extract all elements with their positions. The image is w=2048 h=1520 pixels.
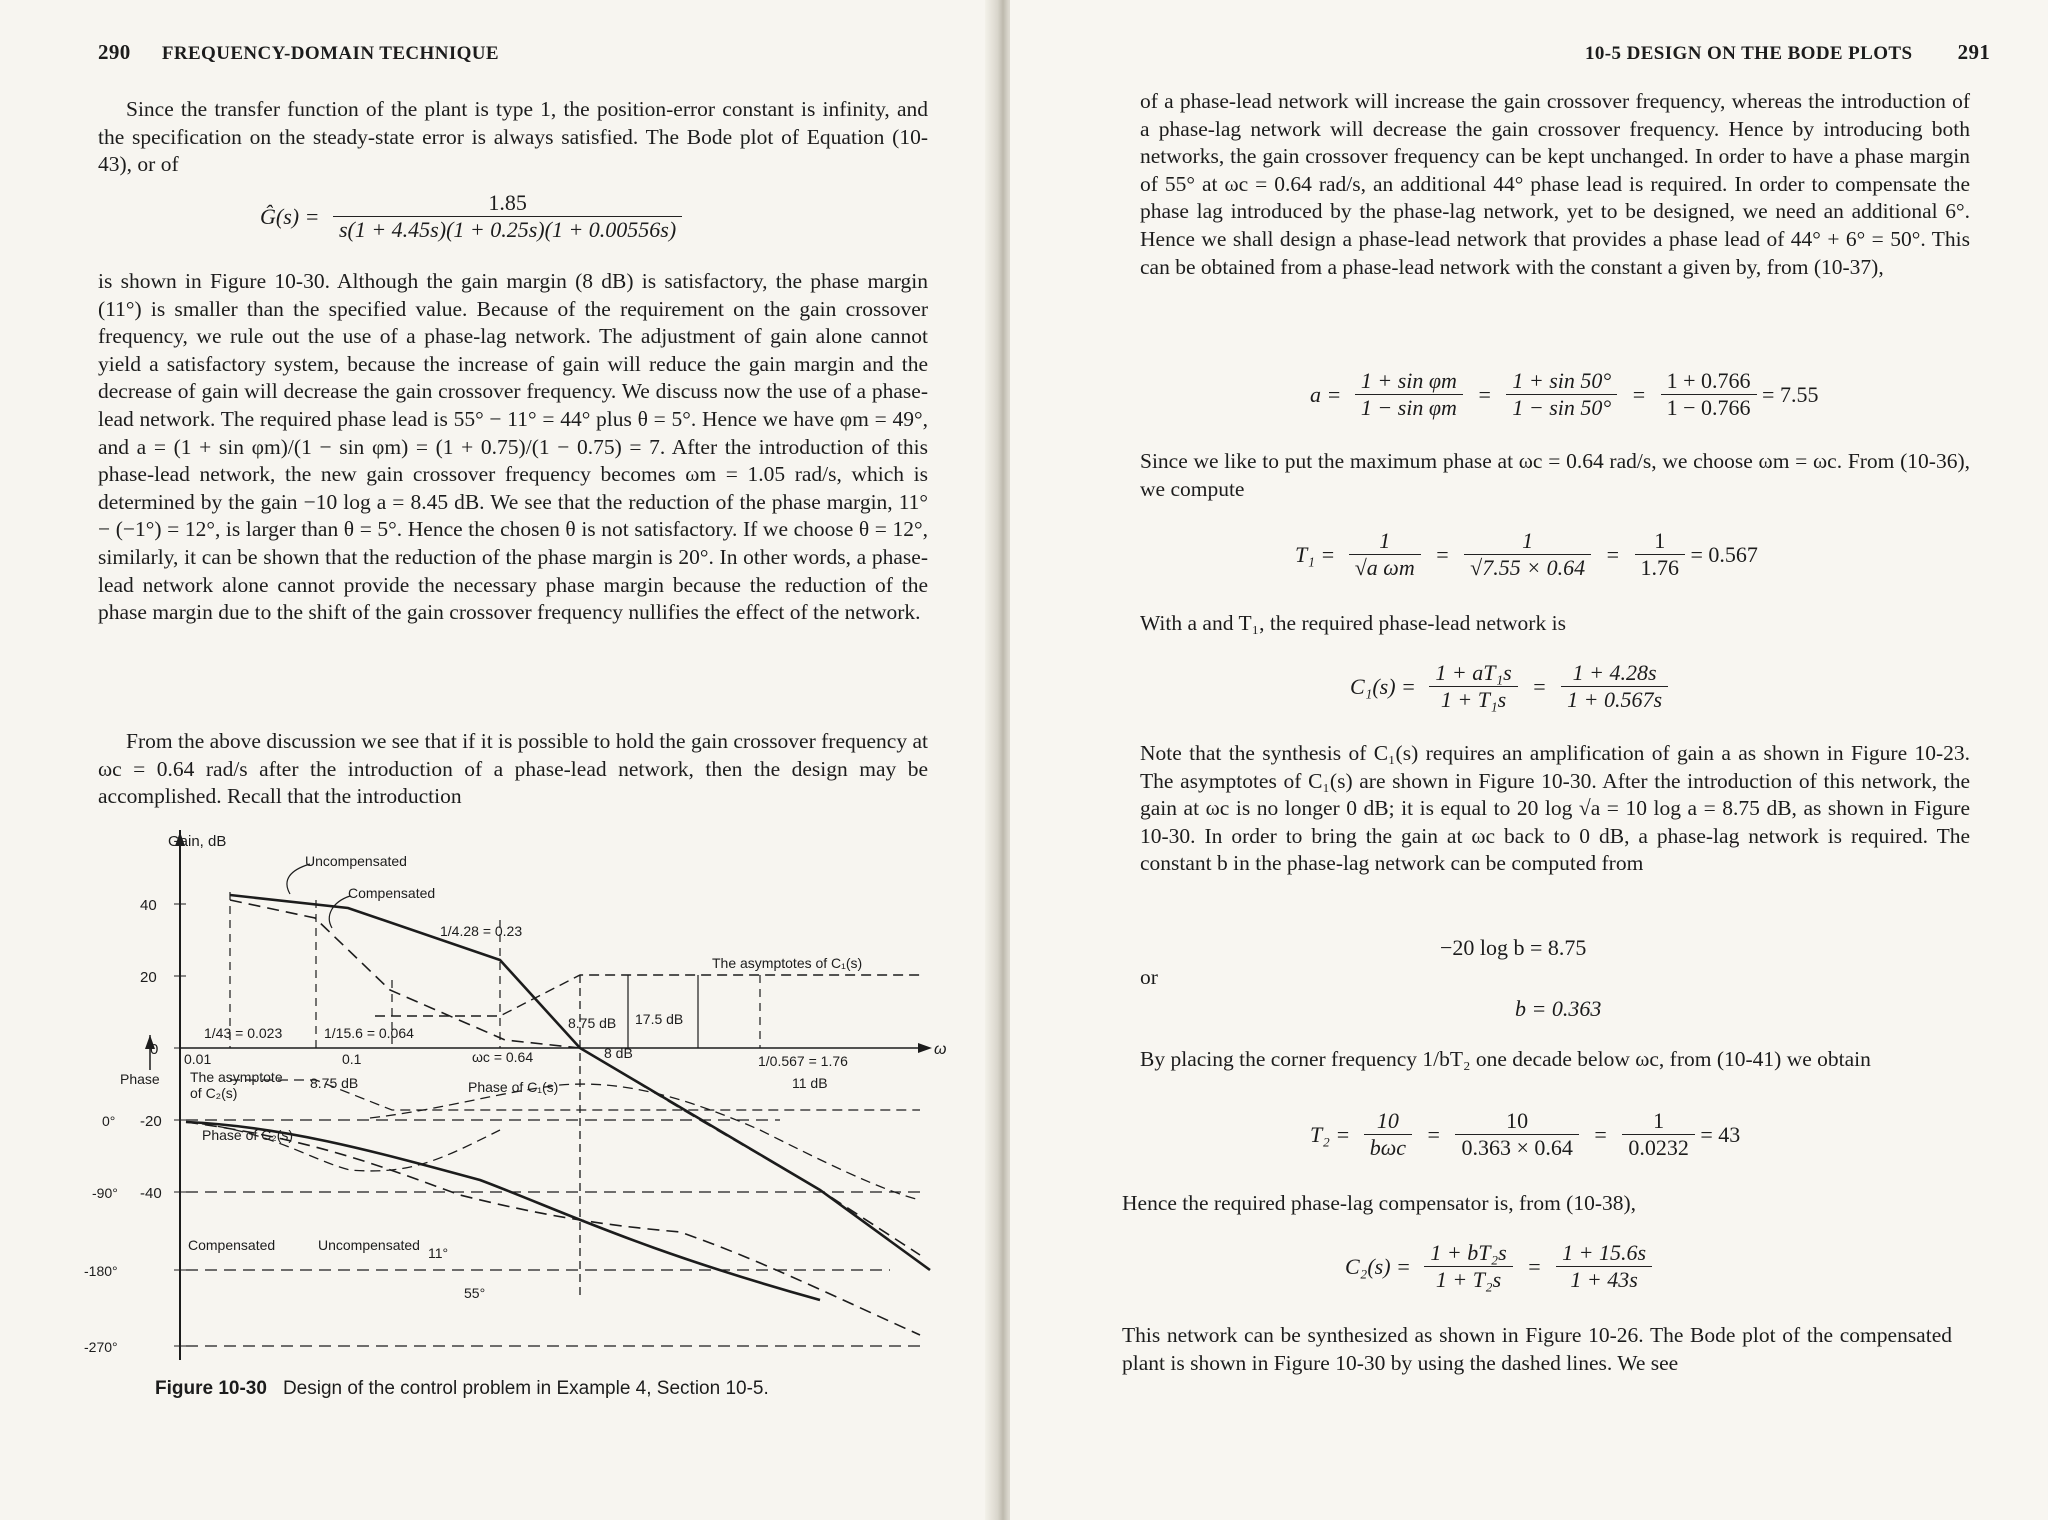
equation-c1-frac1: $\frac{\text{1 + aT₁s}}{\text{1 + T₁s}}$ (1429, 660, 1517, 713)
left-paragraph-3: From the above discussion we see that if it is possible to hold the gain crossover frequency at ωc = 0.64 rad/s after the introduction of a phase-lead network, then the design may be accomplished. Recall that the introduction (98, 729, 928, 809)
equation-b2: b = 0.363 (1515, 996, 1602, 1021)
right-paragraph-4: Note that the synthesis of C₁(s) requires an amplification of gain a as shown in Figure 10-23. The asymptotes of C₁(s) are shown in Figure 10-30. After the introduction of this network, the gain at ωc is no longer 0 dB; it is equal to 20 log √a = 10 log a = 8.75 dB, as shown in Figure 10-30. In order to bring the gain at ωc back to 0 dB, a phase-lag network is required. The constant b in the phase-lag network can be computed from (1140, 741, 1970, 876)
equation-t1-frac1: $\frac{1}{\text{√a ωm}}$ (1349, 528, 1421, 581)
omega-label: ω (934, 1041, 947, 1058)
label-uncompensated: Uncompensated (305, 853, 407, 869)
right-paragraph-5: By placing the corner frequency 1/bT₂ one decade below ωc, from (10-41) we obtain (1140, 1047, 1871, 1071)
left-running-head (98, 40, 499, 65)
bode-plot-figure (84, 830, 960, 1370)
equation-t1-result: = 0.567 (1690, 541, 1758, 567)
equation-t2-lhs: T₂ = (1310, 1121, 1351, 1147)
equation-g-fraction (333, 190, 682, 243)
right-paragraph-3: With a and T₁, the required phase-lead network is (1140, 611, 1566, 635)
equation-t2-frac2: $\frac{10}{0.363 \times 0.64}$ (1455, 1108, 1578, 1161)
compensated-phase-curve (186, 1122, 920, 1335)
equation-g-numerator: 1.85 (333, 190, 682, 217)
label-55deg: 55° (464, 1285, 486, 1301)
equation-t1-frac3: $\frac{1}{1.76}$ (1635, 528, 1686, 581)
equation-c1-lhs: C₁(s) = (1350, 673, 1416, 699)
equation-a-frac3: $\frac{1 + 0.766}{1 - 0.766}$ (1661, 368, 1757, 421)
label-corner-lag2: 1/15.6 = 0.064 (324, 1025, 414, 1041)
equation-a-frac2: $\frac{1 + \sin 50^\circ}{1 - \sin 50^\circ}$ (1506, 368, 1617, 421)
left-paragraph-1: Since the transfer function of the plant is type 1, the position-error constant is infinity, and the specification on the steady-state error is always satisfied. The Bode plot of Equation (10-43), or of (98, 97, 928, 177)
tick-minus40: -40 (140, 1185, 162, 1202)
equation-c2-frac2: $\frac{1 + 15.6s}{1 + 43s}$ (1556, 1240, 1652, 1293)
label-11db: 11 dB (792, 1075, 828, 1091)
label-875db-b: 8.75 dB (310, 1075, 359, 1091)
label-compensated-phase: Compensated (188, 1237, 276, 1253)
figure-caption-number: Figure 10-30 (155, 1378, 267, 1399)
right-running-head (1585, 40, 1990, 65)
equation-t2-frac1: $\frac{10}{\text{bωc}}$ (1364, 1108, 1412, 1161)
equation-g-label: Ĝ(s) = (260, 203, 320, 229)
label-corner-176: 1/0.567 = 1.76 (758, 1053, 848, 1069)
text-or: or (1140, 965, 1158, 989)
label-01: 0.1 (342, 1051, 362, 1067)
label-asym-c1: The asymptotes of C₁(s) (712, 955, 863, 971)
leader-comp (329, 896, 350, 928)
left-page (0, 0, 1000, 1520)
right-paragraph-1: of a phase-lead network will increase the gain crossover frequency, whereas the introduction of a phase-lag network will decrease the gain crossover frequency. Hence by introducing both networks, the gain crossover frequency can be kept unchanged. In order to have a phase margin of 55° at ωc = 0.64 rad/s, an additional 44° phase lead is required. In order to compensate the phase lag introduced by the phase-lag network, yet to be designed, we need an additional 6°. Hence we shall design a phase-lead network that provides a phase lead of 44° + 6° = 50°. This can be obtained from a phase-lead network with the constant a given by, from (10-37), (1140, 89, 1970, 279)
equation-c1-frac2: $\frac{1 + 4.28s}{1 + 0.567s}$ (1561, 660, 1668, 713)
right-page (1010, 0, 2048, 1520)
equation-t2: T₂ = $\frac{10}{\text{bωc}}$ = $\frac{10}{0.363 \times 0.64}$ = $\frac{1}{0.0232}$ = 43 (1310, 1108, 1741, 1160)
phase-ticks (84, 1113, 186, 1355)
label-175db: 17.5 dB (635, 1011, 684, 1027)
c1-asymptote (375, 975, 920, 1016)
left-paragraph-2: is shown in Figure 10-30. Although the gain margin (8 dB) is satisfactory, the phase margin (11°) is smaller than the specified value. Because of the requirement on the gain crossover frequency, we rule out the use of a phase-lag network. The adjustment of gain alone cannot yield a satisfactory system, because the increase of gain will reduce the gain margin and the decrease of gain will decrease the gain crossover frequency. We discuss now the use of a phase-lead network. The required phase lead is 55° − 11° = 44° plus θ = 5°. Hence we have φm = 49°, and a = (1 + sin φm)/(1 − sin φm) = (1 + 0.75)/(1 − 0.75) = 7. After the introduction of this phase-lead network, the new gain crossover frequency becomes ωm = 1.05 rad/s, which is determined by the gain −10 log a = 8.45 dB. We see that the reduction of the phase margin, 11° − (−1°) = 12°, is larger than θ = 5°. Hence the chosen θ is not satisfactory. If we choose θ = 12°, similarly, it can be shown that the reduction of the phase margin is 20°. In other words, a phase-lead network alone cannot provide the necessary phase margin because the reduction of the phase margin due to the shift of the gain crossover frequency nullifies the effect of the network. (98, 269, 928, 625)
equation-b1: −20 log b = 8.75 (1440, 935, 1587, 960)
equation-g-denominator: s(1 + 4.45s)(1 + 0.25s)(1 + 0.00556s) (338, 217, 677, 242)
right-paragraph-2: Since we like to put the maximum phase at ωc = 0.64 rad/s, we choose ωm = ωc. From (10-36), we compute (1140, 449, 1970, 501)
right-running-title: 10-5 DESIGN ON THE BODE PLOTS (1585, 43, 1913, 64)
equation-t1: T₁ = $\frac{1}{\text{√a ωm}}$ = $\frac{1}{√7.55 \times 0.64}$ = $\frac{1}{1.76}$ = 0.567 (1295, 528, 1758, 580)
label-phase-c2: Phase of C₂(s) (202, 1127, 294, 1143)
figure-caption (155, 1378, 769, 1400)
figure-caption-text: Design of the control problem in Example 4, Section 10-5. (282, 1378, 769, 1399)
label-wc: ωc = 0.64 (472, 1049, 534, 1065)
right-paragraph-6: Hence the required phase-lag compensator is, from (10-38), (1122, 1191, 1637, 1215)
label-asym-c2-1: The asymptote (190, 1069, 283, 1085)
tick-180deg: -180° (84, 1263, 118, 1279)
equation-t2-frac3: $\frac{1}{0.0232}$ (1622, 1108, 1695, 1161)
tick-0: 0 (150, 1041, 159, 1058)
equation-c2-frac1: $\frac{\text{1 + bT₂s}}{\text{1 + T₂s}}$ (1424, 1240, 1512, 1293)
label-compensated: Compensated (348, 885, 436, 901)
label-uncompensated-phase: Uncompensated (318, 1237, 420, 1253)
label-11deg: 11° (428, 1245, 449, 1261)
equation-t1-lhs: T₁ = (1295, 541, 1336, 567)
equation-a: a = $\frac{\text{1 + sin φm}}{\text{1 − sin φm}}$ = $\frac{1 + \sin 50^\circ}{1 - \sin 50^\circ}$ = $\frac{1 + 0.766}{1 - 0.766}$ = 7.55 (1310, 368, 1819, 420)
equation-t2-result: = 43 (1700, 1121, 1741, 1147)
tick-0deg: 0° (102, 1113, 116, 1129)
label-corner-lag: 1/43 = 0.023 (204, 1025, 283, 1041)
gain-axis-label: Gain, dB (168, 833, 227, 850)
equation-t1-frac2: $\frac{1}{√7.55 \times 0.64}$ (1464, 528, 1591, 581)
tick-90deg: -90° (92, 1185, 118, 1201)
tick-40: 40 (140, 897, 157, 914)
label-001: 0.01 (184, 1051, 212, 1067)
omega-arrow (918, 1043, 932, 1053)
label-875db: 8.75 dB (568, 1015, 617, 1031)
equation-c2-lhs: C₂(s) = (1345, 1253, 1411, 1279)
uncompensated-phase-curve (186, 1122, 820, 1300)
equation-g (260, 190, 682, 243)
phase-c1-curve (370, 1084, 920, 1200)
label-phase-c1: Phase of C₁(s) (468, 1079, 559, 1095)
label-corner-lead: 1/4.28 = 0.23 (440, 923, 523, 939)
equation-c1: C₁(s) = $\frac{\text{1 + aT₁s}}{\text{1 + T₁s}}$ = $\frac{1 + 4.28s}{1 + 0.567s}$ (1350, 660, 1668, 713)
equation-a-result: = 7.55 (1762, 381, 1819, 407)
left-page-number: 290 (98, 40, 131, 64)
label-8db: 8 dB (604, 1045, 633, 1061)
right-page-number: 291 (1957, 40, 1991, 64)
tick-20: 20 (140, 969, 157, 986)
tick-270deg: -270° (84, 1339, 118, 1355)
equation-a-frac1: $\frac{\text{1 + sin φm}}{\text{1 − sin φm}}$ (1355, 368, 1463, 421)
label-asym-c2-2: of C₂(s) (190, 1085, 238, 1101)
tick-minus20: -20 (140, 1113, 162, 1130)
phase-axis-label: Phase (120, 1071, 160, 1087)
left-running-title: FREQUENCY-DOMAIN TECHNIQUE (161, 43, 499, 64)
equation-c2: C₂(s) = $\frac{\text{1 + bT₂s}}{\text{1 + T₂s}}$ = $\frac{1 + 15.6s}{1 + 43s}$ (1345, 1240, 1652, 1293)
right-paragraph-7: This network can be synthesized as shown in Figure 10-26. The Bode plot of the compensated plant is shown in Figure 10-30 by using the dashed lines. We see (1122, 1323, 1952, 1375)
equation-a-lhs: a = (1310, 381, 1342, 407)
